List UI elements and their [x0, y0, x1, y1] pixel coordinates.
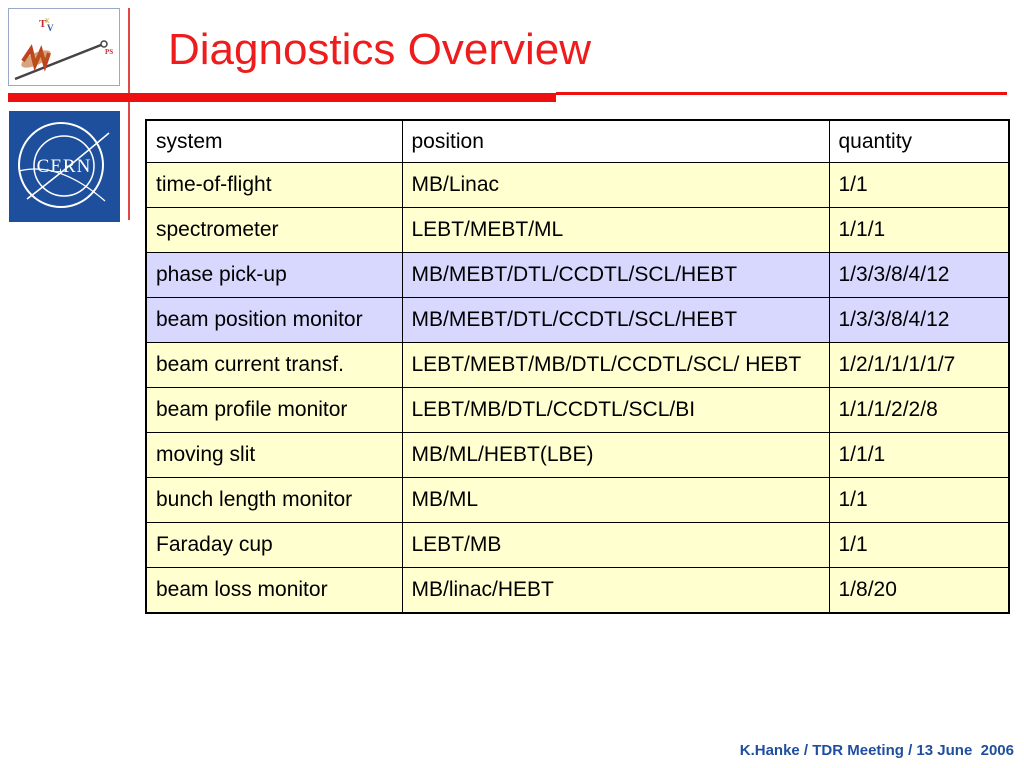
title-rule-thick — [8, 93, 556, 102]
footer-credit: K.Hanke / TDR Meeting / 13 June 2006 — [739, 742, 1014, 759]
cell-position: LEBT/MEBT/ML — [402, 208, 829, 253]
cell-quantity: 1/1 — [829, 163, 1009, 208]
cell-quantity: 1/1/1 — [829, 208, 1009, 253]
cell-quantity: 1/1/1 — [829, 433, 1009, 478]
ps-logo-graphic — [9, 9, 119, 85]
cell-quantity: 1/3/3/8/4/12 — [829, 253, 1009, 298]
column-header-system: system — [146, 120, 402, 163]
svg-text:V: V — [47, 23, 54, 33]
cell-system: beam loss monitor — [146, 568, 402, 614]
cell-quantity: 1/8/20 — [829, 568, 1009, 614]
cell-system: Faraday cup — [146, 523, 402, 568]
cell-quantity: 1/3/3/8/4/12 — [829, 298, 1009, 343]
cern-logo-graphic — [9, 111, 120, 222]
table-row — [146, 163, 1009, 208]
column-header-quantity: quantity — [829, 120, 1009, 163]
cell-position: LEBT/MB/DTL/CCDTL/SCL/BI — [402, 388, 829, 433]
title-rule-thin — [556, 92, 1007, 95]
cell-quantity: 1/1 — [829, 523, 1009, 568]
cell-quantity: 1/2/1/1/1/1/7 — [829, 343, 1009, 388]
ps-logo — [8, 8, 120, 86]
cell-position: MB/MEBT/DTL/CCDTL/SCL/HEBT — [402, 253, 829, 298]
table-row — [146, 208, 1009, 253]
cell-system: time-of-flight — [146, 163, 402, 208]
diagnostics-table — [145, 119, 1010, 614]
table-row — [146, 343, 1009, 388]
table-row — [146, 523, 1009, 568]
cell-system: beam profile monitor — [146, 388, 402, 433]
table-body — [146, 163, 1009, 614]
cell-system: phase pick-up — [146, 253, 402, 298]
cern-logo-text: CERN — [36, 156, 92, 177]
table-row — [146, 478, 1009, 523]
ps-logo-text: PS — [105, 48, 114, 56]
page-title: Diagnostics Overview — [168, 25, 592, 74]
table-row — [146, 298, 1009, 343]
table-row — [146, 433, 1009, 478]
svg-text:x: x — [45, 15, 50, 25]
cell-position: MB/ML/HEBT(LBE) — [402, 433, 829, 478]
cell-system: beam current transf. — [146, 343, 402, 388]
cell-position: MB/Linac — [402, 163, 829, 208]
cern-logo — [9, 111, 120, 222]
cell-position: LEBT/MEBT/MB/DTL/CCDTL/SCL/ HEBT — [402, 343, 829, 388]
table-row — [146, 388, 1009, 433]
cell-system: bunch length monitor — [146, 478, 402, 523]
table-header-row — [146, 120, 1009, 163]
svg-text:T: T — [39, 18, 47, 30]
column-header-position: position — [402, 120, 829, 163]
cell-system: beam position monitor — [146, 298, 402, 343]
cell-system: moving slit — [146, 433, 402, 478]
table-row — [146, 568, 1009, 614]
cell-position: LEBT/MB — [402, 523, 829, 568]
vertical-divider — [128, 8, 130, 220]
cell-position: MB/linac/HEBT — [402, 568, 829, 614]
cell-position: MB/ML — [402, 478, 829, 523]
table-row — [146, 253, 1009, 298]
cell-system: spectrometer — [146, 208, 402, 253]
cell-quantity: 1/1 — [829, 478, 1009, 523]
cell-position: MB/MEBT/DTL/CCDTL/SCL/HEBT — [402, 298, 829, 343]
cell-quantity: 1/1/1/2/2/8 — [829, 388, 1009, 433]
